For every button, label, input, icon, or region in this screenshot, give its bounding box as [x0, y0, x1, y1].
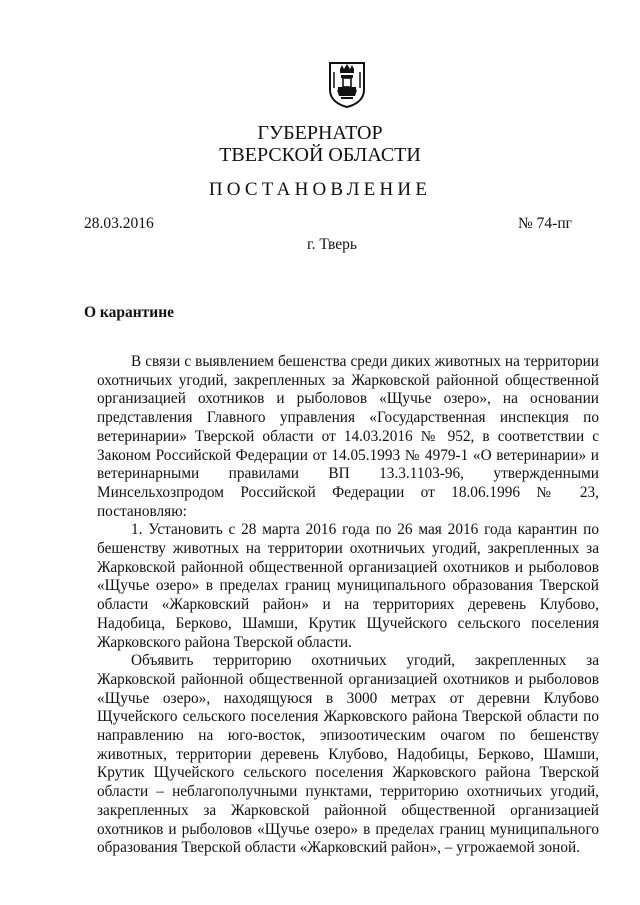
document-subject: О карантине: [84, 304, 175, 321]
document-date: 28.03.2016: [84, 215, 154, 232]
document-number: № 74-пг: [518, 215, 572, 232]
body-paragraph: В связи с выявлением бешенства среди диких животных на территории охотничьих угодий, закрепленных за Жарковской районной общественной организацией охотников и рыболовов «Щучье озеро», на основании представления Главного управления «Государственная инспекция по ветеринарии» Тверской области от 14.03.2016 № 952, в соответствии с Законом Российской Федерации от 14.05.1993 № 4979-1 «О ветеринарии» и ветеринарными правилами ВП 13.3.1103-96, утвержденными Минсельхозпродом Российской Федерации от 18.06.1996 № 23, постановляю:: [97, 353, 599, 520]
issuer-title-line-2: ТВЕРСКОЙ ОБЛАСТИ: [219, 144, 421, 166]
issuer-title-line-1: ГУБЕРНАТОР: [257, 122, 383, 144]
document-type-heading: ПОСТАНОВЛЕНИЕ: [208, 179, 432, 200]
document-city: г. Тверь: [307, 236, 357, 253]
body-paragraph: 1. Установить с 28 марта 2016 года по 26 мая 2016 года карантин по бешенству животных на территории охотничьих угодий, закрепленных за Жарковской районной общественной организацией охотников и рыболовов «Щучье озеро» в пределах границ муниципального образования Тверской области «Жарковский район» и на территориях деревень Клубово, Надобица, Берково, Шамши, Крутик Щучейского сельского поселения Жарковского района Тверской области.: [97, 521, 599, 651]
tver-region-coat-of-arms-icon: [327, 60, 367, 108]
body-paragraph: Объявить территорию охотничьих угодий, закрепленных за Жарковской районной общественной организацией охотников и рыболовов «Щучье озеро», находящуюся в 3000 метрах от деревни Клубово Щучейского сельского поселения Жарковского района Тверской области по направлению на юго-восток, эпизоотическим очагом по бешенству животных, территории деревень Клубово, Надобицы, Берково, Шамши, Крутик Щучейского сельского поселения Жарковского района Тверской области – неблагополучными пунктами, территорию охотничьих угодий, закрепленных за Жарковской районной общественной организацией охотников и рыболовов «Щучье озеро» в пределах границ муниципального образования Тверской области «Жарковский район», – угрожаемой зоной.: [97, 652, 599, 857]
document-body: [97, 353, 599, 858]
